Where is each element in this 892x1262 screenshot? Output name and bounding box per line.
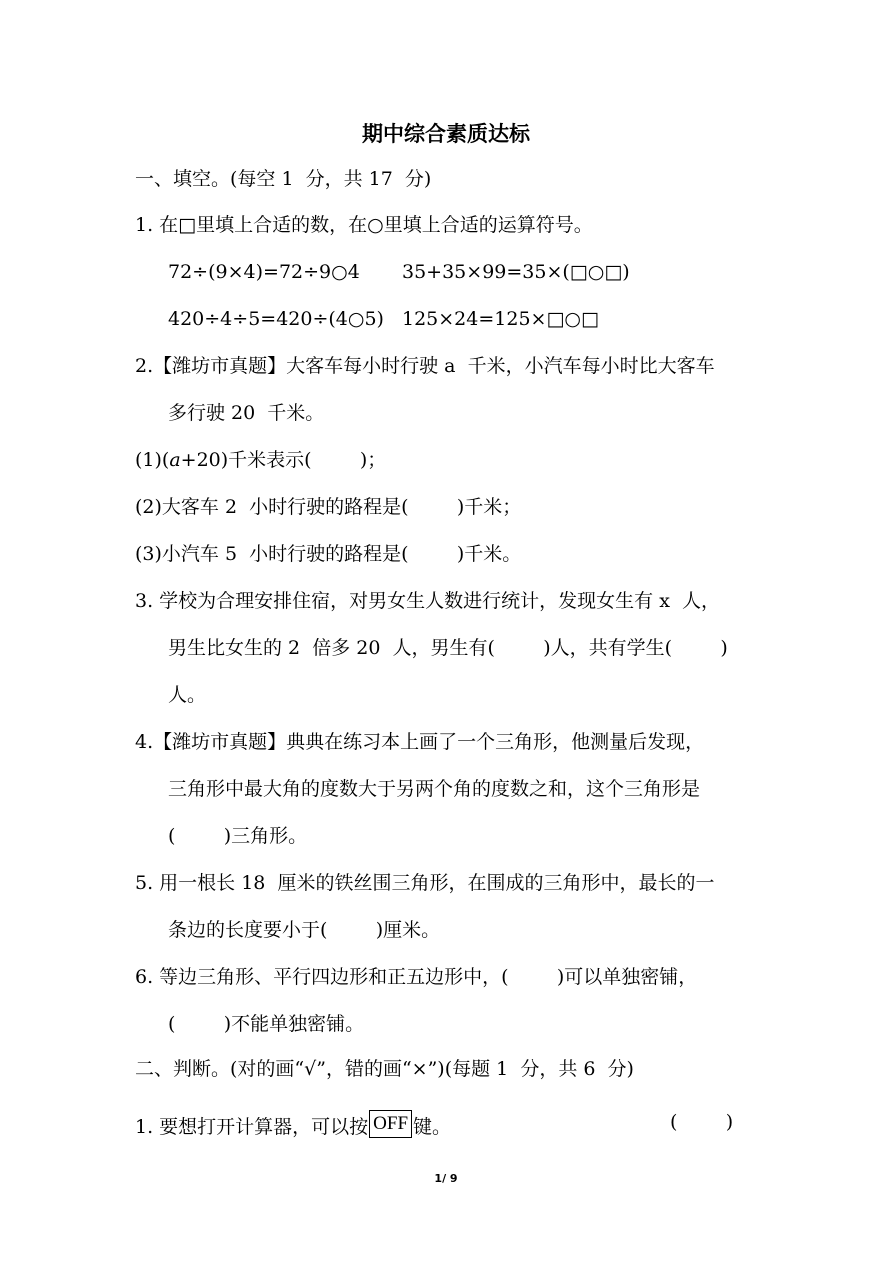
sub-1-prefix: (1)(	[135, 449, 170, 471]
question-1-equation-1: 72÷(9×4)=72÷9○4	[168, 261, 360, 283]
question-6-line-1: 6. 等边三角形、平行四边形和正五边形中，( )可以单独密铺，	[135, 966, 698, 988]
question-2-line-1: 2.【潍坊市真题】大客车每小时行驶 a 千米，小汽车每小时比大客车	[135, 355, 715, 377]
question-3-line-1: 3. 学校为合理安排住宿，对男女生人数进行统计，发现女生有 x 人，	[135, 590, 721, 612]
off-key-box: OFF	[369, 1110, 412, 1138]
question-5-line-2: 条边的长度要小于( )厘米。	[168, 919, 441, 941]
judge-q1-suffix: 键。	[413, 1116, 452, 1138]
question-1-equation-4: 125×24=125×□○□	[402, 308, 599, 330]
page-number: 1/ 9	[434, 1172, 458, 1185]
variable-a: a	[169, 449, 181, 471]
section-1-heading: 一、填空。(每空 1 分，共 17 分)	[135, 168, 432, 190]
question-4-line-2: 三角形中最大角的度数大于另两个角的度数之和，这个三角形是	[168, 778, 701, 800]
question-1-equation-2: 35+35×99=35×(□○□)	[402, 261, 630, 283]
page-title: 期中综合素质达标	[362, 122, 530, 146]
question-2-sub-2: (2)大客车 2 小时行驶的路程是( )千米；	[135, 496, 522, 518]
question-4-line-1: 4.【潍坊市真题】典典在练习本上画了一个三角形，他测量后发现，	[135, 731, 705, 753]
question-2-sub-3: (3)小汽车 5 小时行驶的路程是( )千米。	[135, 543, 522, 565]
question-1-text: 1. 在□里填上合适的数，在○里填上合适的运算符号。	[135, 214, 593, 236]
question-1-equation-3: 420÷4÷5=420÷(4○5)	[168, 308, 384, 330]
judge-q1-prefix: 1. 要想打开计算器，可以按	[135, 1116, 369, 1138]
question-4-line-3: ( )三角形。	[168, 825, 308, 847]
question-3-line-2: 男生比女生的 2 倍多 20 人，男生有( )人，共有学生( )	[168, 637, 728, 659]
question-3-line-3: 人。	[168, 684, 207, 706]
question-6-line-2: ( )不能单独密铺。	[168, 1013, 365, 1035]
judge-question-1	[135, 1110, 451, 1139]
section-2-heading: 二、判断。(对的画“√”，错的画“×”)(每题 1 分，共 6 分)	[135, 1058, 634, 1080]
sub-1-suffix: +20)千米表示( )；	[180, 449, 387, 471]
question-5-line-1: 5. 用一根长 18 厘米的铁丝围三角形，在围成的三角形中，最长的一	[135, 872, 715, 894]
judge-q1-answer-paren: ( )	[670, 1111, 734, 1133]
question-2-sub-1	[135, 448, 386, 472]
question-2-line-2: 多行驶 20 千米。	[168, 402, 325, 424]
